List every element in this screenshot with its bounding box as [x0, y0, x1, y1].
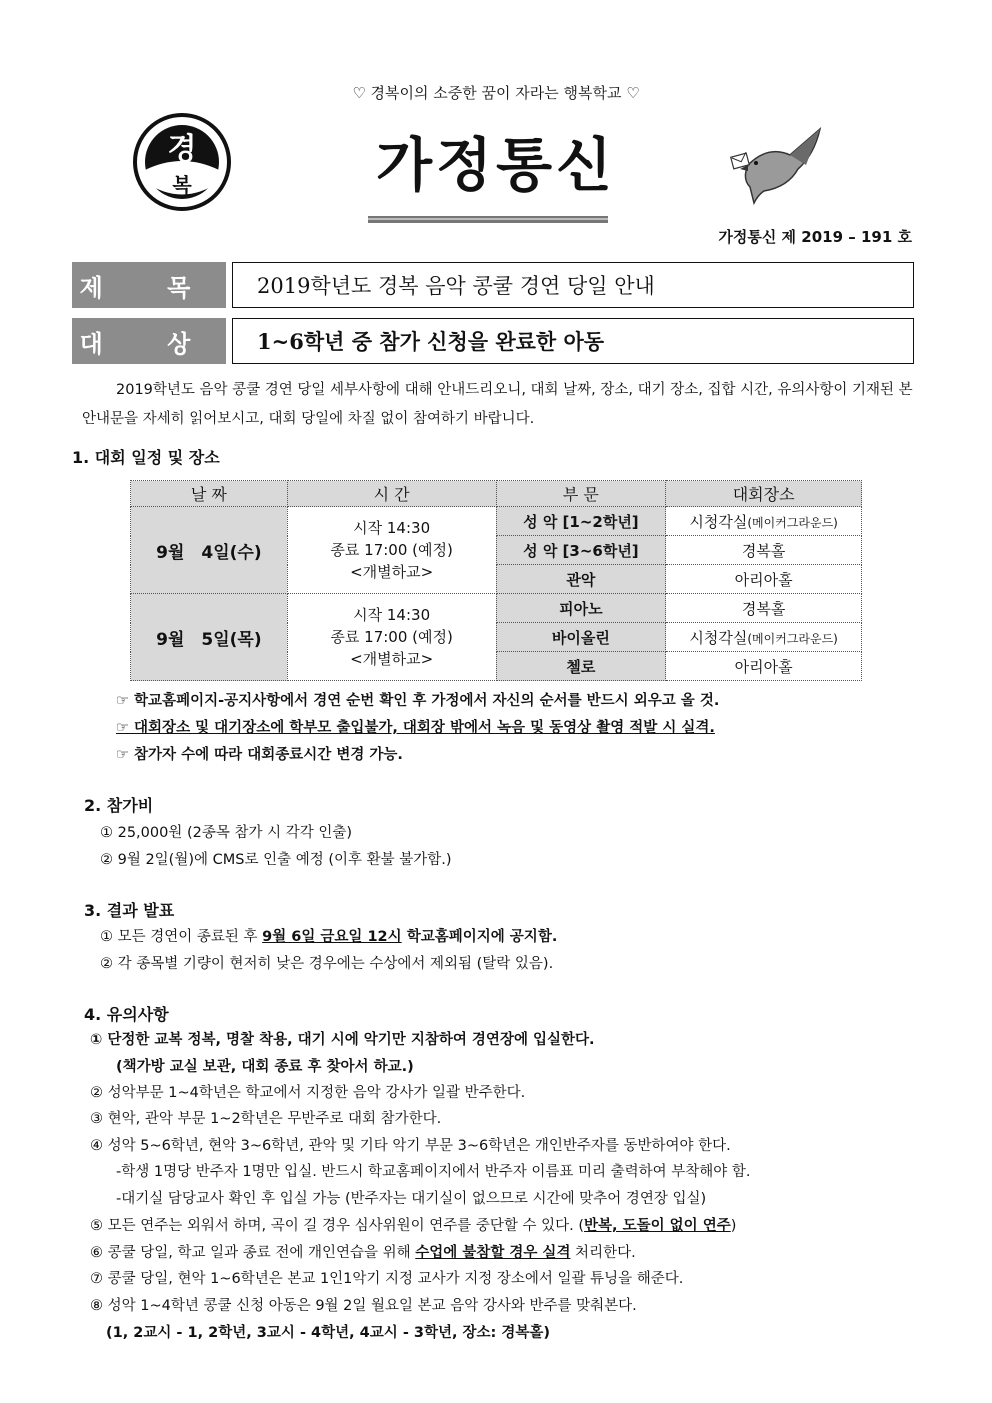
- caution-4: ④ 성악 5~6학년, 현악 3~6학년, 관악 및 기타 악기 부문 3~6학년은 개인반주자를 동반하여야 한다.: [90, 1138, 731, 1154]
- result-item-2: ② 각 종목별 기량이 현저히 낮은 경우에는 수상에서 제외됨 (탈락 있음).: [100, 956, 554, 972]
- caution-3: ③ 현악, 관악 부문 1~2학년은 무반주로 대회 참가한다.: [90, 1111, 442, 1127]
- fee-item-1: ① 25,000원 (2종목 참가 시 각각 인출): [100, 825, 352, 841]
- place-cell: [666, 507, 862, 536]
- table-row: [131, 594, 862, 623]
- section2-title: 2. 참가비: [84, 796, 154, 815]
- caution-5-pre: ⑤ 모든 연주는 외워서 하며, 곡이 길 경우 심사위원이 연주를 중단할 수 있다. (: [90, 1218, 584, 1234]
- section4-title: 4. 유의사항: [84, 1005, 169, 1024]
- motto: ♡ 경복이의 소중한 꿈이 자라는 행복학교 ♡: [352, 84, 640, 102]
- result-item-1-pre: ① 모든 경연이 종료된 후: [100, 929, 263, 945]
- result-item-1: [100, 925, 557, 946]
- place-cell: 아리아홀: [666, 652, 862, 681]
- caution-8b: (1, 2교시 - 1, 2학년, 3교시 - 4학년, 4교시 - 3학년, 장소: 경복홀): [106, 1325, 551, 1341]
- caution-2: ② 성악부문 1~4학년은 학교에서 지정한 음악 강사가 일괄 반주한다.: [90, 1085, 526, 1101]
- caution-7: ⑦ 콩쿨 당일, 현악 1~6학년은 본교 1인1악기 지정 교사가 지정 장소에서 일괄 튜닝을 해준다.: [90, 1271, 684, 1287]
- place-cell: 아리아홀: [666, 565, 862, 594]
- caution-1: ① 단정한 교복 정복, 명찰 착용, 대기 시에 악기만 지참하여 경연장에 입실한다.: [90, 1032, 595, 1048]
- place-note: (메이커그라운드): [747, 515, 838, 530]
- dept-cell: 성 악 [1~2학년]: [496, 507, 666, 536]
- dept-cell: 피아노: [496, 594, 666, 623]
- date-cell: 9월 4일(수): [131, 507, 288, 594]
- section3-title: 3. 결과 발표: [84, 901, 175, 920]
- caution-5-em: 반복, 도돌이 없이 연주: [584, 1218, 731, 1234]
- dept-cell: 첼로: [496, 652, 666, 681]
- date-cell: 9월 5일(목): [131, 594, 288, 681]
- caution-8: ⑧ 성악 1~4학년 콩쿨 신청 아동은 9월 2일 월요일 본교 음악 강사와 반주를 맞춰본다.: [90, 1298, 637, 1314]
- result-item-1-post: 학교홈페이지에 공지함.: [401, 929, 558, 945]
- header-dept: 부 문: [496, 481, 666, 507]
- caution-1b: (책가방 교실 보관, 대회 종료 후 찾아서 하교.): [116, 1059, 414, 1075]
- time-note: <개별하교>: [350, 563, 434, 581]
- note-2: ☞ 대회장소 및 대기장소에 학부모 출입불가, 대회장 밖에서 녹음 및 동영상 촬영 적발 시 실격.: [116, 720, 715, 736]
- page-title: 가정통신: [375, 131, 617, 199]
- caution-4a: -학생 1명당 반주자 1명만 입실. 반드시 학교홈페이지에서 반주자 이름표 미리 출력하여 부착해야 함.: [116, 1164, 751, 1180]
- result-item-1-date: 9월 6일 금요일 12시: [262, 929, 402, 945]
- header-place: 대회장소: [666, 481, 862, 507]
- caution-6-em: 수업에 불참할 경우 실격: [415, 1245, 571, 1261]
- time-note: <개별하교>: [350, 650, 434, 668]
- target-label: 대 상: [72, 318, 226, 364]
- place-name: 시청각실: [689, 512, 748, 531]
- dept-cell: 바이올린: [496, 623, 666, 652]
- schedule-table: [130, 480, 862, 681]
- caution-4b: -대기실 담당교사 확인 후 입실 가능 (반주자는 대기실이 없으므로 시간에 맞추어 경연장 입실): [116, 1191, 707, 1207]
- subject-label: 제 목: [72, 262, 226, 308]
- time-cell: [287, 594, 496, 681]
- logo-top-char: 경: [167, 132, 197, 167]
- place-cell: 경복홀: [666, 594, 862, 623]
- caution-6-pre: ⑥ 콩쿨 당일, 학교 일과 종료 전에 개인연습을 위해: [90, 1245, 416, 1261]
- fee-item-2: ② 9월 2일(월)에 CMS로 인출 예정 (이후 환불 불가함.): [100, 852, 452, 868]
- subject-value: 2019학년도 경복 음악 콩쿨 경연 당일 안내: [232, 262, 914, 308]
- caution-6-post: 처리한다.: [570, 1245, 636, 1261]
- section1-title: 1. 대회 일정 및 장소: [72, 448, 220, 467]
- header-time: 시 간: [287, 481, 496, 507]
- issue-number: 가정통신 제 2019 – 191 호: [718, 228, 912, 246]
- place-cell: [666, 623, 862, 652]
- caution-5-post: ): [730, 1218, 737, 1234]
- header-date: 날 짜: [131, 481, 288, 507]
- note-3: ☞ 참가자 수에 따라 대회종료시간 변경 가능.: [116, 747, 403, 763]
- note-1: ☞ 학교홈페이지-공지사항에서 경연 순번 확인 후 가정에서 자신의 순서를 반드시 외우고 올 것.: [116, 693, 720, 709]
- caution-6: [90, 1241, 636, 1262]
- place-note: (메이커그라운드): [747, 631, 838, 646]
- time-start: 시작 14:30: [353, 606, 431, 624]
- logo-bottom-char: 복: [172, 173, 192, 197]
- time-end: 종료 17:00 (예정): [330, 541, 453, 559]
- caution-5: [90, 1214, 736, 1235]
- decorative-noise-strip: [368, 208, 608, 215]
- intro-paragraph: 2019학년도 음악 콩쿨 경연 당일 세부사항에 대해 안내드리오니, 대회 날짜, 장소, 대기 장소, 집합 시간, 유의사항이 기재된 본 안내문을 자세히 읽어보시고, 대회 당일에 차질 없이 참여하기 바랍니다.: [82, 382, 913, 427]
- table-row: [131, 507, 862, 536]
- place-cell: 경복홀: [666, 536, 862, 565]
- dept-cell: 관악: [496, 565, 666, 594]
- bird-with-letter-icon: [728, 125, 832, 205]
- time-cell: [287, 507, 496, 594]
- time-start: 시작 14:30: [353, 519, 431, 537]
- time-end: 종료 17:00 (예정): [330, 628, 453, 646]
- place-name: 시청각실: [689, 628, 748, 647]
- dept-cell: 성 악 [3~6학년]: [496, 536, 666, 565]
- target-value: 1~6학년 중 참가 신청을 완료한 아동: [232, 318, 914, 364]
